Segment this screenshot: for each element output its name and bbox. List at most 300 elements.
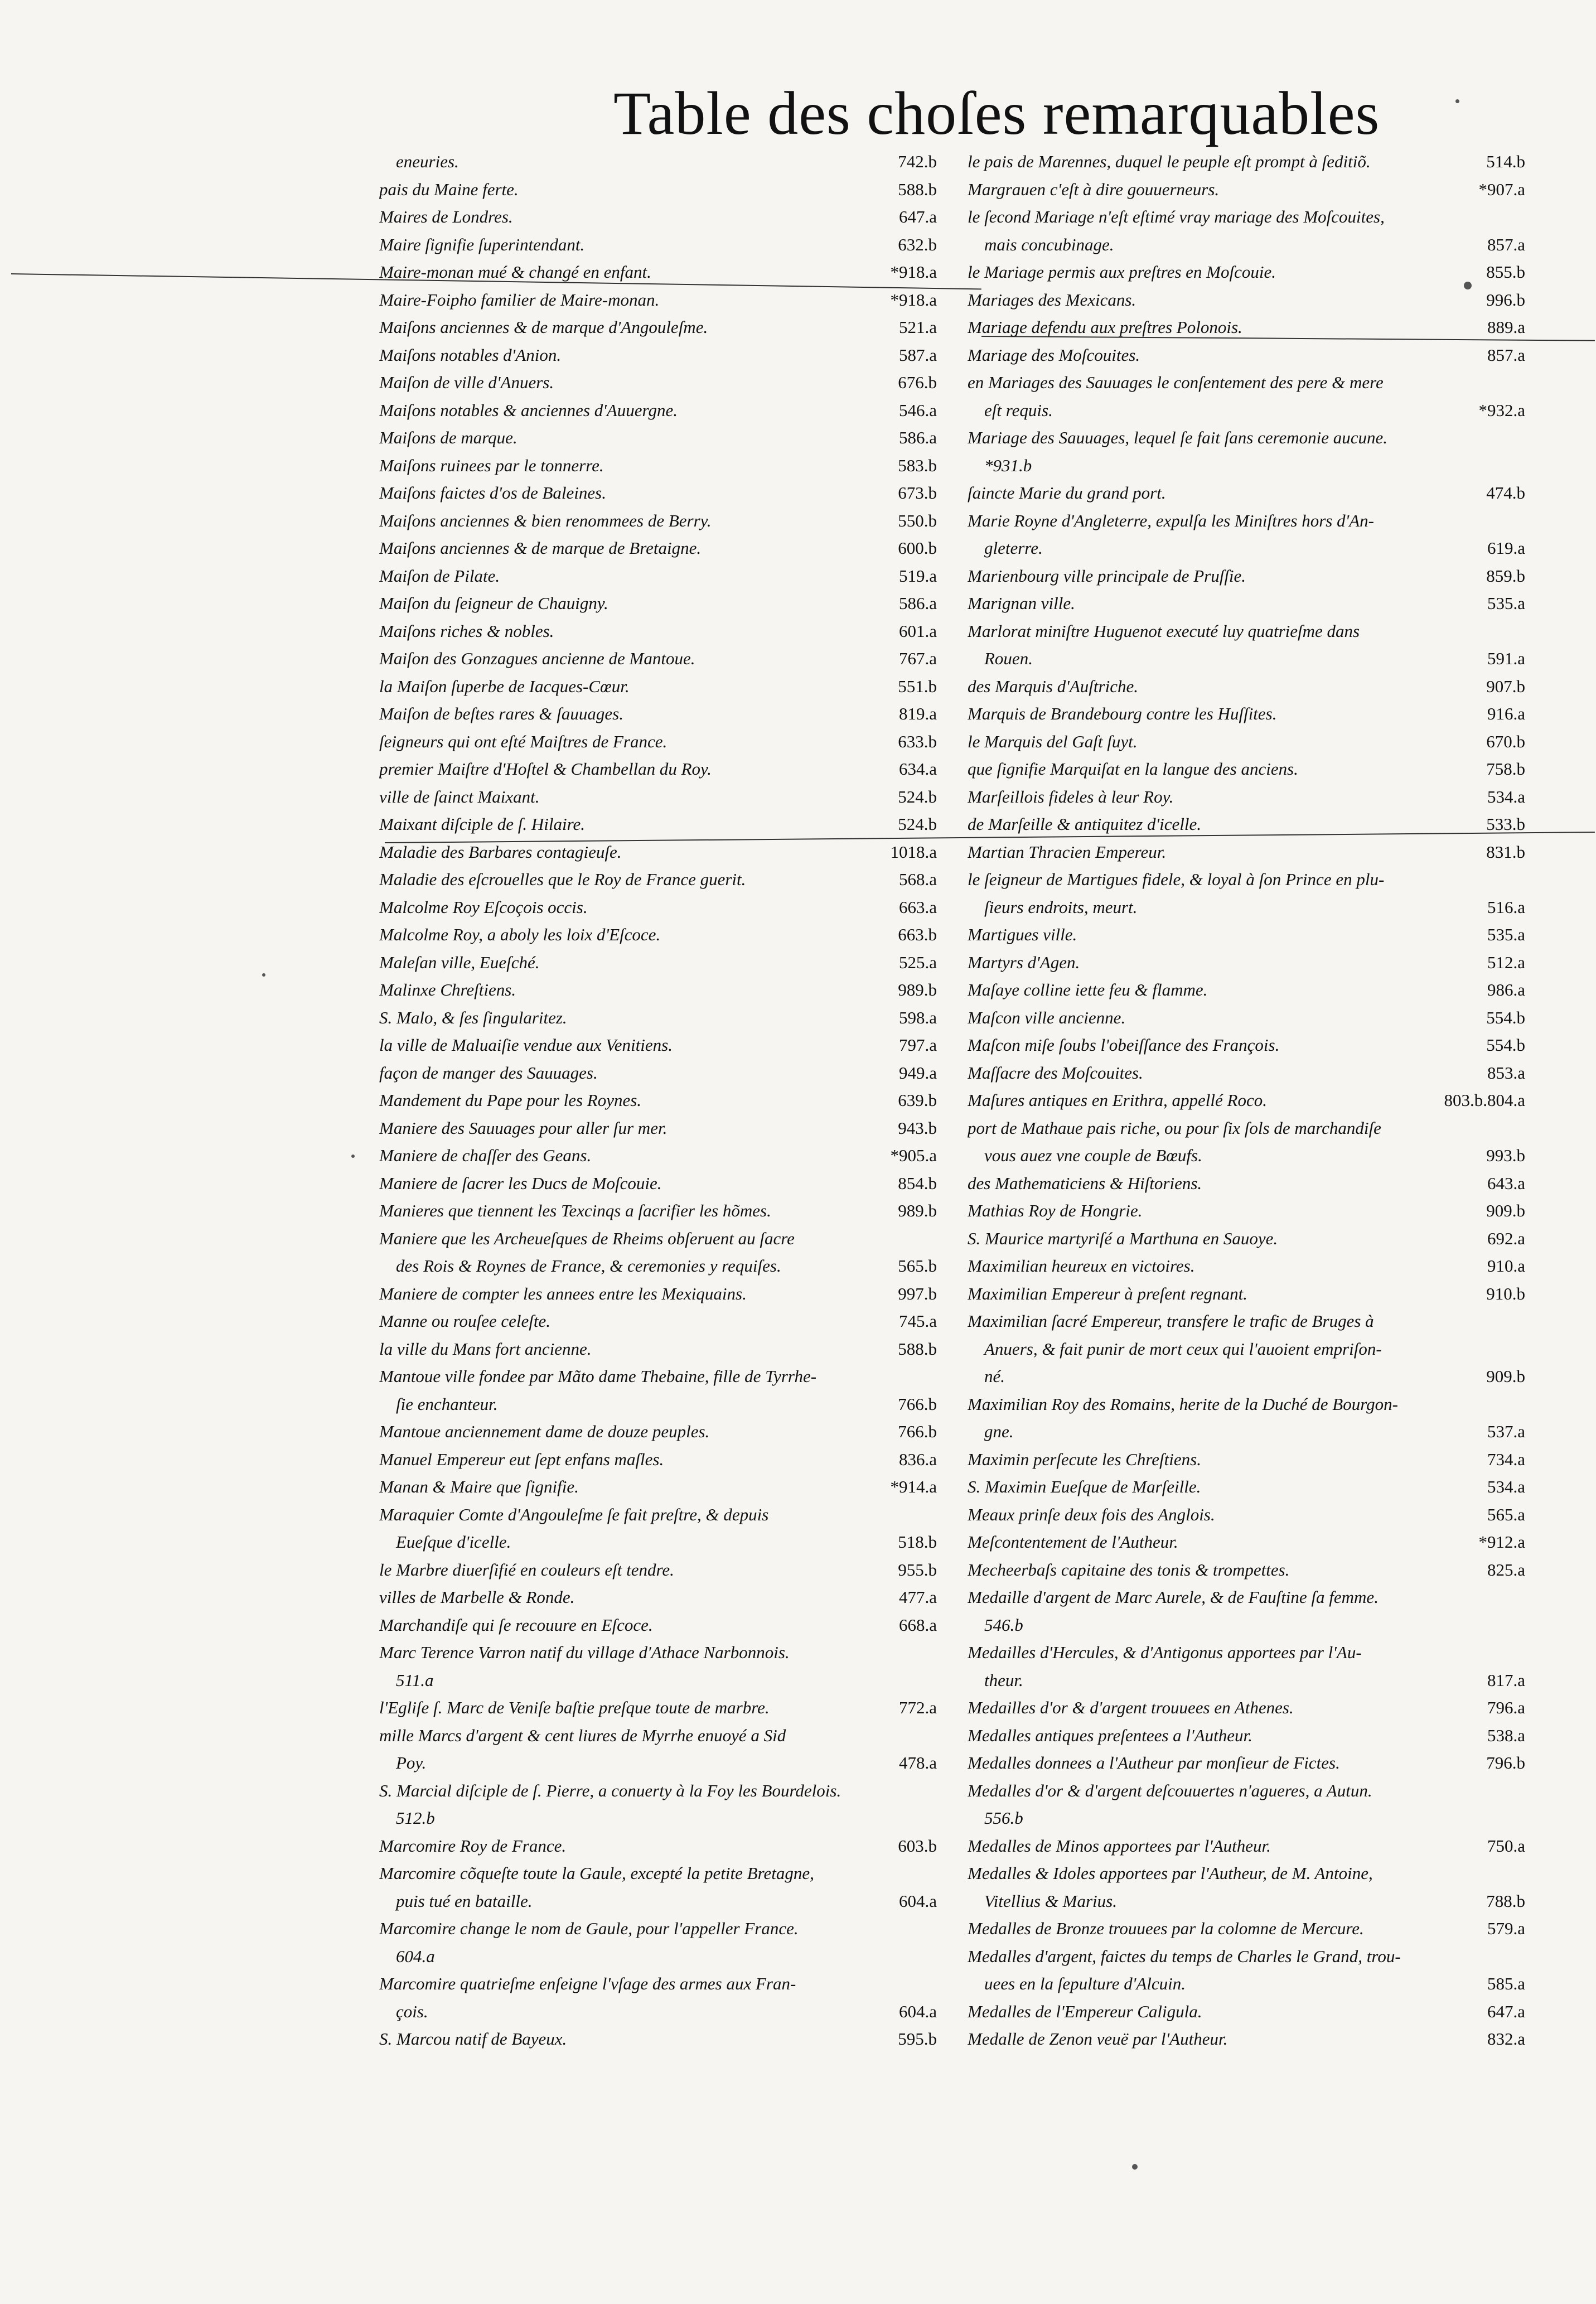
index-entry xyxy=(379,1363,937,1390)
index-entry-text: 546.b xyxy=(984,1615,1023,1635)
index-entry-text: Mecheerbaſs capitaine des tonis & trompettes. xyxy=(968,1559,1290,1580)
index-entry-text: Maiſons anciennes & de marque d'Angouleſme. xyxy=(379,317,708,337)
index-entry-text: Marignan ville. xyxy=(968,593,1075,613)
index-entry xyxy=(968,1722,1525,1750)
index-entry-page: 525.a xyxy=(898,952,937,972)
index-entry-text: Mantoue anciennement dame de douze peuples. xyxy=(379,1422,710,1441)
index-entry xyxy=(968,1390,1525,1418)
index-entry-text: S. Maximin Eueſque de Marſeille. xyxy=(968,1477,1201,1496)
index-entry-page: 997.b xyxy=(898,1283,937,1303)
index-entry-page: 632.b xyxy=(898,234,937,254)
index-entry-page: 989.b xyxy=(898,1201,937,1220)
index-entry-page: 633.b xyxy=(898,731,937,751)
index-entry-text: Poy. xyxy=(396,1753,427,1772)
index-entry xyxy=(379,1611,937,1639)
index-entry-page: 598.a xyxy=(898,1007,937,1027)
index-entry xyxy=(968,479,1525,507)
index-entry xyxy=(379,866,937,893)
index-entry-text: Medalles donnees a l'Autheur par monſieur de Fictes. xyxy=(968,1753,1340,1772)
index-entry-text: Medailles d'or & d'argent trouuees en Athenes. xyxy=(968,1698,1294,1717)
index-entry-page: 909.b xyxy=(1486,1366,1525,1386)
index-entry-text: Meſcontentement de l'Autheur. xyxy=(968,1532,1178,1552)
index-entry-text: premier Maiſtre d'Hoſtel & Chambellan du Roy. xyxy=(379,759,712,779)
index-entry-page: 832.a xyxy=(1487,2029,1525,2049)
index-entry-text: Marſeillois fideles à leur Roy. xyxy=(968,786,1174,806)
index-entry-page: 745.a xyxy=(898,1311,937,1331)
index-entry-page: 817.a xyxy=(1487,1670,1525,1690)
index-entry-text: Meaux prinſe deux fois des Anglois. xyxy=(968,1504,1215,1524)
index-entry-page: 854.b xyxy=(898,1173,937,1193)
index-entry-text: Maires de Londres. xyxy=(379,207,513,226)
index-entry xyxy=(968,397,1525,424)
index-entry-page: 535.a xyxy=(1487,593,1525,613)
index-entry-text: Malcolme Roy, a aboly les loix d'Eſcoce. xyxy=(379,925,661,944)
index-entry-page: 600.b xyxy=(898,538,937,558)
index-entry-text: de Marſeille & antiquitez d'icelle. xyxy=(968,814,1201,834)
index-entry-text: mais concubinage. xyxy=(984,234,1114,254)
index-entry-text: eneuries. xyxy=(396,152,459,171)
index-entry xyxy=(379,755,937,783)
index-entry-text: pais du Maine ferte. xyxy=(379,179,519,199)
index-entry-text: Marquis de Brandebourg contre les Huſſites. xyxy=(968,704,1277,723)
index-entry-text: la Maiſon ſuperbe de Iacques-Cœur. xyxy=(379,676,630,696)
index-entry xyxy=(968,1473,1525,1501)
index-entry xyxy=(379,893,937,921)
index-entry-text: gne. xyxy=(984,1422,1014,1441)
index-entry-text: en Mariages des Sauuages le conſentement des pere & mere xyxy=(968,373,1384,392)
index-entry-text: Anuers, & fait punir de mort ceux qui l'auoient empriſon- xyxy=(984,1339,1382,1359)
index-entry-text: Maiſons de marque. xyxy=(379,428,518,447)
index-entry-page: 742.b xyxy=(898,152,937,171)
index-entry xyxy=(379,148,937,176)
index-entry-text: Maniere de ſacrer les Ducs de Moſcouie. xyxy=(379,1173,662,1193)
index-entry xyxy=(379,424,937,452)
index-entry xyxy=(379,341,937,369)
index-entry-page: 583.b xyxy=(898,455,937,475)
index-entry xyxy=(379,258,937,286)
index-entry-text: 556.b xyxy=(984,1808,1023,1828)
index-entry xyxy=(379,1390,937,1418)
index-entry xyxy=(379,479,937,507)
index-entry-text: le ſecond Mariage n'eſt eſtimé vray mariage des Moſcouites, xyxy=(968,207,1385,226)
index-entry xyxy=(379,1473,937,1501)
index-entry-text: Mandement du Pape pour les Roynes. xyxy=(379,1090,642,1110)
index-entry-page: 478.a xyxy=(898,1753,937,1772)
index-entry xyxy=(968,1252,1525,1280)
index-entry xyxy=(968,810,1525,838)
scan-speck xyxy=(351,1155,355,1158)
index-entry-text: ſeigneurs qui ont eſté Maiſtres de France. xyxy=(379,731,668,751)
index-entry-page: 534.a xyxy=(1487,786,1525,806)
index-entry xyxy=(379,645,937,673)
index-entry-text: Maſcon ville ancienne. xyxy=(968,1007,1126,1027)
index-entry-text: Maniere que les Archeueſques de Rheims obſeruent au ſacre xyxy=(379,1228,795,1248)
index-entry xyxy=(379,1004,937,1032)
index-entry-text: Maniere de compter les annees entre les Mexiquains. xyxy=(379,1283,747,1303)
index-entry xyxy=(968,1583,1525,1611)
index-entry-page: 766.b xyxy=(898,1394,937,1414)
index-entry-page: 692.a xyxy=(1487,1228,1525,1248)
index-entry-page: 767.a xyxy=(898,649,937,668)
index-entry xyxy=(968,700,1525,728)
index-entry-text: le Marquis del Gaſt ſuyt. xyxy=(968,731,1138,751)
index-entry-text: Mariage des Sauuages, lequel ſe fait ſans ceremonie aucune. xyxy=(968,428,1388,447)
index-entry xyxy=(379,231,937,259)
index-entry xyxy=(379,810,937,838)
index-entry-page: 565.b xyxy=(898,1256,937,1276)
index-entry-page: 538.a xyxy=(1487,1725,1525,1745)
index-entry xyxy=(379,700,937,728)
index-entry xyxy=(379,1031,937,1059)
index-entry-text: la ville du Mans fort ancienne. xyxy=(379,1339,592,1359)
index-entry-page: 521.a xyxy=(898,317,937,337)
index-entry xyxy=(379,176,937,204)
index-entry-text: Medalles d'or & d'argent deſcouuertes n'agueres, a Autun. xyxy=(968,1780,1372,1800)
index-entry-page: 643.a xyxy=(1487,1173,1525,1193)
index-entry-text: Medalles de l'Empereur Caligula. xyxy=(968,2001,1202,2021)
index-entry-text: Mantoue ville fondee par Mãto dame Thebaine, fille de Tyrrhe- xyxy=(379,1366,817,1386)
index-entry xyxy=(379,1114,937,1142)
index-entry xyxy=(968,1832,1525,1860)
index-entry-text: Maiſons ruinees par le tonnerre. xyxy=(379,455,604,475)
index-entry-page: 634.a xyxy=(898,759,937,779)
index-entry-text: Martigues ville. xyxy=(968,925,1077,944)
index-entry xyxy=(968,369,1525,397)
index-entry-page: 533.b xyxy=(1486,814,1525,834)
index-entry xyxy=(968,1307,1525,1335)
index-entry-page: *914.a xyxy=(890,1477,937,1496)
index-entry-text: Medailles d'Hercules, & d'Antigonus apportees par l'Au- xyxy=(968,1643,1362,1662)
index-entry-text: Medalles de Bronze trouuees par la colomne de Mercure. xyxy=(968,1919,1364,1938)
index-entry xyxy=(968,1501,1525,1529)
index-entry xyxy=(968,231,1525,259)
index-entry xyxy=(379,1887,937,1915)
index-entry xyxy=(968,258,1525,286)
index-entry-page: 996.b xyxy=(1486,289,1525,310)
index-entry-page: 551.b xyxy=(898,676,937,696)
index-entry-page: 910.b xyxy=(1486,1283,1525,1303)
index-entry-text: Malinxe Chreſtiens. xyxy=(379,980,516,999)
scan-speck xyxy=(262,973,265,977)
index-entry xyxy=(379,1556,937,1584)
index-entry-page: 579.a xyxy=(1487,1919,1525,1938)
index-entry-page: 585.a xyxy=(1487,1974,1525,1993)
index-entry-text: Maiſon de ville d'Anuers. xyxy=(379,373,554,392)
index-entry-page: 554.b xyxy=(1486,1035,1525,1055)
index-entry xyxy=(379,1418,937,1446)
index-entry xyxy=(968,203,1525,231)
index-entry-text: Maiſons notables & anciennes d'Auuergne. xyxy=(379,400,678,420)
index-entry xyxy=(968,562,1525,590)
index-entry-text: Mariage des Moſcouites. xyxy=(968,345,1140,365)
index-entry-text: Marie Royne d'Angleterre, expulſa les Miniſtres hors d'An- xyxy=(968,510,1374,530)
index-entry xyxy=(968,286,1525,314)
index-entry xyxy=(968,976,1525,1004)
index-entry-text: Medalles & Idoles apportees par l'Autheur, de M. Antoine, xyxy=(968,1863,1373,1883)
index-entry-page: 750.a xyxy=(1487,1836,1525,1856)
index-entry-text: Maniere des Sauuages pour aller ſur mer. xyxy=(379,1118,668,1138)
index-entry-text: S. Malo, & ſes ſingularitez. xyxy=(379,1007,567,1027)
index-entry-text: Maiſons faictes d'os de Baleines. xyxy=(379,483,606,503)
index-entry-text: Maximilian ſacré Empereur, transfere le trafic de Bruges à xyxy=(968,1311,1374,1331)
index-entry-page: 537.a xyxy=(1487,1422,1525,1441)
index-entry xyxy=(379,728,937,756)
index-entry-page: 512.a xyxy=(1487,952,1525,972)
index-entry-text: Martian Thracien Empereur. xyxy=(968,842,1167,862)
index-entry-text: Maniere de chaſſer des Geans. xyxy=(379,1146,592,1165)
index-entry xyxy=(968,1915,1525,1943)
index-entry-text: façon de manger des Sauuages. xyxy=(379,1062,598,1083)
index-entry-page: 772.a xyxy=(898,1698,937,1717)
index-entry-page: 524.b xyxy=(898,814,937,834)
index-entry-text: Mariages des Mexicans. xyxy=(968,289,1136,310)
index-entry-page: 766.b xyxy=(898,1422,937,1441)
index-entry-page: 673.b xyxy=(898,483,937,503)
index-entry-page: 604.a xyxy=(898,2001,937,2021)
index-entry xyxy=(379,1501,937,1529)
index-entry-page: 796.b xyxy=(1486,1753,1525,1772)
index-entry-text: ſie enchanteur. xyxy=(396,1394,498,1414)
index-entry xyxy=(968,1859,1525,1887)
index-entry-page: 647.a xyxy=(898,207,937,226)
index-entry-text: ville de ſainct Maixant. xyxy=(379,786,540,806)
index-entry-page: 909.b xyxy=(1486,1201,1525,1220)
index-entry xyxy=(968,534,1525,562)
index-entry-text: Maixant diſciple de ſ. Hilaire. xyxy=(379,814,586,834)
index-entry xyxy=(968,1031,1525,1059)
index-entry xyxy=(379,1749,937,1777)
index-entry-text: Maximilian heureux en victoires. xyxy=(968,1256,1195,1276)
index-entry xyxy=(968,1749,1525,1777)
index-entry xyxy=(379,1804,937,1832)
index-entry-text: Mathias Roy de Hongrie. xyxy=(968,1201,1143,1220)
index-entry-text: Manieres que tiennent les Texcinqs a ſacrifier les hõmes. xyxy=(379,1201,771,1220)
index-entry xyxy=(968,1280,1525,1308)
index-entry-text: Maladie des eſcrouelles que le Roy de France guerit. xyxy=(379,870,746,889)
index-entry-page: 986.a xyxy=(1487,980,1525,999)
index-entry xyxy=(379,1639,937,1667)
index-entry-text: Maiſons anciennes & de marque de Bretaigne. xyxy=(379,538,702,558)
index-entry-page: 591.a xyxy=(1487,649,1525,668)
index-entry-text: le pais de Marennes, duquel le peuple eſt prompt à ſeditiõ. xyxy=(968,152,1371,171)
index-entry-text: 511.a xyxy=(396,1670,434,1690)
index-entry xyxy=(968,1170,1525,1197)
index-entry-page: 857.a xyxy=(1487,234,1525,254)
index-entry-text: Maiſon de Pilate. xyxy=(379,566,500,586)
index-entry-text: Maſcon miſe ſoubs l'obeiſſance des François. xyxy=(968,1035,1280,1055)
index-entry-text: le Mariage permis aux preſtres en Moſcouie. xyxy=(968,262,1276,282)
index-entry-page: 803.b.804.a xyxy=(1444,1090,1525,1110)
index-entry-text: Maiſons anciennes & bien renommees de Berry. xyxy=(379,510,712,530)
index-entry-text: port de Mathaue pais riche, ou pour ſix ſols de marchandiſe xyxy=(968,1118,1381,1138)
index-entry-text: né. xyxy=(984,1366,1005,1386)
index-entry-text: Marchandiſe qui ſe recouure en Eſcoce. xyxy=(379,1615,653,1635)
index-entry xyxy=(379,452,937,480)
index-entry-text: Maiſon des Gonzagues ancienne de Mantoue. xyxy=(379,649,695,668)
scan-speck xyxy=(1132,2164,1138,2170)
index-entry xyxy=(968,1446,1525,1474)
index-entry xyxy=(968,176,1525,204)
index-entry-page: 668.a xyxy=(898,1615,937,1635)
index-entry-text: Malcolme Roy Eſcoçois occis. xyxy=(379,897,588,917)
index-entry-page: 663.a xyxy=(898,897,937,917)
index-entry-page: 565.a xyxy=(1487,1504,1525,1524)
index-entry-text: Vitellius & Marius. xyxy=(984,1891,1117,1911)
index-entry xyxy=(379,1832,937,1860)
index-entry-page: 889.a xyxy=(1487,317,1525,337)
index-entry-page: 595.b xyxy=(898,2029,937,2049)
index-entry-text: Maire ſignifie ſuperintendant. xyxy=(379,234,585,254)
index-entry-text: Marcomire Roy de France. xyxy=(379,1836,567,1856)
index-entry-text: le Marbre diuerſifié en couleurs eſt tendre. xyxy=(379,1559,674,1580)
index-entry-page: 601.a xyxy=(898,621,937,641)
index-entry-text: Maiſons notables d'Anion. xyxy=(379,345,562,365)
index-entry xyxy=(379,203,937,231)
index-entry-text: 512.b xyxy=(396,1808,435,1828)
index-entry xyxy=(968,1225,1525,1253)
index-entry-page: 477.a xyxy=(898,1587,937,1607)
index-entry-text: Maximilian Roy des Romains, herite de la Duché de Bourgon- xyxy=(968,1394,1398,1414)
index-entry xyxy=(379,1528,937,1556)
index-entry-page: *912.a xyxy=(1478,1532,1525,1552)
index-entry-page: 758.b xyxy=(1486,759,1525,779)
index-entry xyxy=(968,1887,1525,1915)
index-entry-page: 859.b xyxy=(1486,566,1525,586)
index-entry xyxy=(379,976,937,1004)
index-entry xyxy=(379,1280,937,1308)
index-entry-page: 825.a xyxy=(1487,1559,1525,1580)
index-entry-page: 943.b xyxy=(898,1118,937,1138)
index-entry-page: 519.a xyxy=(898,566,937,586)
index-entry xyxy=(968,1611,1525,1639)
index-entry-text: Medalles d'argent, faictes du temps de Charles le Grand, trou- xyxy=(968,1946,1401,1966)
index-entry xyxy=(968,1059,1525,1087)
index-entry xyxy=(968,673,1525,701)
index-entry-text: S. Marcial diſciple de ſ. Pierre, a conuerty à la Foy les Bourdelois. xyxy=(379,1780,841,1800)
index-entry xyxy=(379,1859,937,1887)
index-entry-text: Marc Terence Varron natif du village d'Athace Narbonnois. xyxy=(379,1643,790,1662)
index-entry xyxy=(379,1170,937,1197)
index-entry xyxy=(968,893,1525,921)
index-entry-page: 989.b xyxy=(898,980,937,999)
index-column-left xyxy=(379,148,937,2053)
index-entry-text: Marlorat miniſtre Huguenot executé luy quatrieſme dans xyxy=(968,621,1360,641)
index-entry xyxy=(968,838,1525,866)
index-entry-text: Eueſque d'icelle. xyxy=(396,1532,511,1552)
index-entry xyxy=(968,1418,1525,1446)
index-entry-text: 604.a xyxy=(396,1946,435,1966)
page-title: Table des choſes remarquables xyxy=(613,79,1380,147)
index-entry xyxy=(968,783,1525,811)
index-entry-page: 588.b xyxy=(898,179,937,199)
index-entry-page: 734.a xyxy=(1487,1449,1525,1469)
index-entry-text: Medalles antiques preſentees a l'Autheur. xyxy=(968,1725,1252,1745)
index-entry xyxy=(968,341,1525,369)
index-entry-text: uees en la ſepulture d'Alcuin. xyxy=(984,1974,1186,1993)
index-entry xyxy=(379,1777,937,1805)
index-entry xyxy=(379,1943,937,1970)
index-entry xyxy=(968,866,1525,893)
index-entry-text: mille Marcs d'argent & cent liures de Myrrhe enuoyé a Sid xyxy=(379,1725,786,1745)
index-entry xyxy=(379,286,937,314)
index-entry-page: 676.b xyxy=(898,373,937,392)
index-entry-page: 855.b xyxy=(1486,262,1525,282)
index-entry-page: 916.a xyxy=(1487,704,1525,723)
index-entry xyxy=(379,1722,937,1750)
index-entry-page: 604.a xyxy=(898,1891,937,1911)
index-entry-text: gleterre. xyxy=(984,538,1043,558)
index-entry xyxy=(379,1225,937,1253)
index-entry xyxy=(379,534,937,562)
index-entry-text: *931.b xyxy=(984,455,1032,475)
index-entry-page: 619.a xyxy=(1487,538,1525,558)
index-entry-page: 514.b xyxy=(1486,152,1525,171)
index-entry xyxy=(379,921,937,949)
index-entry xyxy=(968,1142,1525,1170)
index-entry xyxy=(968,1998,1525,2026)
index-entry-page: 907.b xyxy=(1486,676,1525,696)
index-entry xyxy=(968,1004,1525,1032)
index-entry xyxy=(968,617,1525,645)
index-entry-page: 534.a xyxy=(1487,1477,1525,1496)
index-entry xyxy=(379,369,937,397)
index-entry-page: 518.b xyxy=(898,1532,937,1552)
index-entry xyxy=(968,949,1525,977)
index-entry-page: 1018.a xyxy=(890,842,937,862)
index-entry-text: Medalles de Minos apportees par l'Autheur. xyxy=(968,1836,1271,1856)
index-entry-page: 910.a xyxy=(1487,1256,1525,1276)
index-entry-text: Manne ou rouſee celeſte. xyxy=(379,1311,551,1331)
index-entry xyxy=(379,1446,937,1474)
index-entry-text: S. Maurice martyriſé a Marthuna en Sauoye. xyxy=(968,1228,1278,1248)
index-entry-text: Marcomire quatrieſme enſeigne l'vſage des armes aux Fran- xyxy=(379,1974,796,1993)
index-entry-text: des Marquis d'Auſtriche. xyxy=(968,676,1138,696)
index-entry-page: 474.b xyxy=(1486,483,1525,503)
index-entry-text: S. Marcou natif de Bayeux. xyxy=(379,2029,567,2049)
index-entry-text: villes de Marbelle & Ronde. xyxy=(379,1587,575,1607)
index-entry xyxy=(379,949,937,977)
index-entry-text: Marcomire change le nom de Gaule, pour l'appeller France. xyxy=(379,1919,799,1938)
index-entry xyxy=(379,1059,937,1087)
index-entry-page: *905.a xyxy=(890,1146,937,1165)
index-entry xyxy=(968,1639,1525,1667)
index-entry xyxy=(968,148,1525,176)
index-entry-page: 836.a xyxy=(898,1449,937,1469)
index-entry-text: Maſaye colline iette feu & flamme. xyxy=(968,980,1208,999)
index-entry xyxy=(379,313,937,341)
index-entry-page: 949.a xyxy=(898,1062,937,1083)
index-entry xyxy=(379,1307,937,1335)
index-entry-text: Medaille d'argent de Marc Aurele, & de Fauſtine ſa femme. xyxy=(968,1587,1379,1607)
index-entry-text: theur. xyxy=(984,1670,1023,1690)
index-entry-text: Manuel Empereur eut ſept enfans maſles. xyxy=(379,1449,664,1469)
index-entry-text: le ſeigneur de Martigues fidele, & loyal à ſon Prince en plu- xyxy=(968,870,1385,889)
index-entry-text: Mariage defendu aux preſtres Polonois. xyxy=(968,317,1242,337)
index-entry xyxy=(968,728,1525,756)
index-entry xyxy=(379,1694,937,1722)
index-entry-page: *907.a xyxy=(1478,179,1525,199)
index-entry xyxy=(968,1086,1525,1114)
index-entry-text: des Rois & Roynes de France, & ceremonies y requiſes. xyxy=(396,1256,781,1276)
index-entry-text: Maladie des Barbares contagieuſe. xyxy=(379,842,622,862)
index-entry-page: 788.b xyxy=(1486,1891,1525,1911)
index-entry-page: 546.a xyxy=(898,400,937,420)
index-entry xyxy=(379,590,937,617)
index-entry xyxy=(968,1556,1525,1584)
index-entry-text: Maiſon de beſtes rares & ſauuages. xyxy=(379,704,623,723)
index-entry-page: 586.a xyxy=(898,428,937,447)
index-entry-text: Marienbourg ville principale de Pruſſie. xyxy=(968,566,1246,586)
